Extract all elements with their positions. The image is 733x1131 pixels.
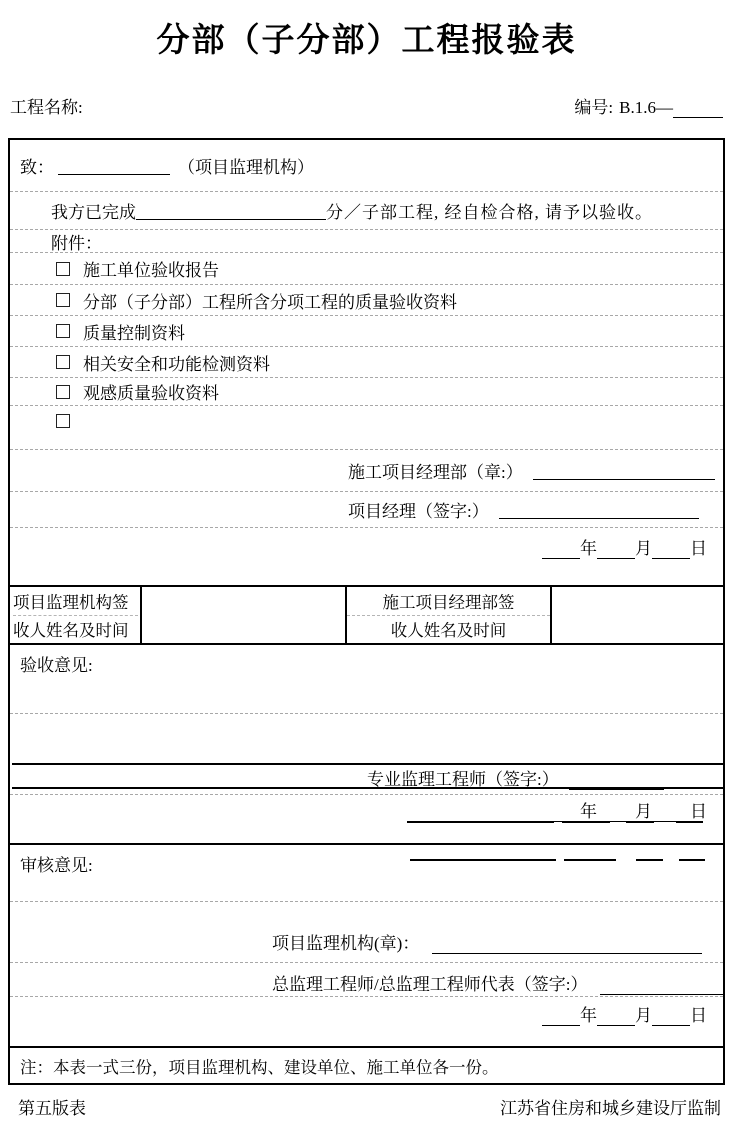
contractor-seal-row — [10, 450, 723, 492]
footer-issuer: 江苏省住房和城乡建设厅监制 — [500, 1099, 721, 1118]
review-top-underlines — [410, 855, 705, 861]
request-dateline — [10, 534, 723, 559]
attachments-label-row — [10, 230, 723, 253]
review-opinion-area[interactable] — [20, 871, 713, 897]
year-unit: 年 — [580, 539, 597, 558]
attachment-item-label: 相关安全和功能检测资料 — [83, 354, 270, 374]
divider — [12, 787, 723, 789]
review-label: 审核意见: — [20, 856, 93, 875]
contractor-receipt-label-line1: 施工项目经理部签 — [347, 587, 550, 616]
completion-blank-field[interactable] — [136, 201, 326, 220]
attachment-item-label: 质量控制资料 — [83, 323, 185, 343]
checkbox-subdivision-quality-docs[interactable] — [56, 293, 70, 307]
checkbox-other[interactable] — [56, 414, 70, 428]
review-day-blank[interactable] — [652, 1007, 690, 1026]
note-text: 注：本表一式三份，项目监理机构、建设单位、施工单位各一份。 — [20, 1057, 499, 1077]
checkbox-appearance-quality-docs[interactable] — [56, 385, 70, 399]
project-manager-sign-row — [10, 492, 723, 528]
review-year-blank[interactable] — [542, 1007, 580, 1026]
checkbox-construction-report[interactable] — [56, 262, 70, 276]
supervisor-receipt-value-cell[interactable] — [142, 587, 347, 643]
day-unit: 日 — [690, 539, 707, 558]
project-name-label: 工程名称: — [10, 98, 83, 117]
supervising-org-seal-blank[interactable] — [432, 935, 702, 954]
footer — [8, 1094, 725, 1119]
request-year-blank[interactable] — [542, 540, 580, 559]
attachment-item-row — [10, 406, 723, 450]
attachment-item-label: 观感质量验收资料 — [83, 384, 219, 403]
serial-number — [574, 93, 723, 118]
supervisor-receipt-label-line1: 项目监理机构签 — [13, 587, 138, 616]
completion-row — [10, 192, 723, 230]
note-row — [10, 1048, 723, 1083]
contractor-seal-label: 施工项目经理部（章:） — [348, 463, 523, 482]
acceptance-date-underlines — [407, 817, 703, 823]
attachment-item-row — [10, 253, 723, 285]
request-date-row — [10, 528, 723, 585]
header-row — [8, 93, 725, 118]
attachment-item-label: 分部（子分部）工程所含分项工程的质量验收资料 — [83, 292, 457, 312]
attachment-item-row — [10, 285, 723, 316]
month-unit: 月 — [635, 539, 652, 558]
completion-suffix: 分／子部工程, 经自检合格, 请予以验收。 — [326, 203, 653, 222]
contractor-receipt-label-line2: 收人姓名及时间 — [390, 621, 507, 641]
attachments-label: 附件： — [51, 233, 102, 253]
project-manager-sign-label: 项目经理（签字:） — [348, 502, 489, 521]
chief-engineer-sign-row — [272, 970, 725, 995]
contractor-receipt-label-cell — [347, 587, 552, 643]
review-dateline — [10, 1001, 723, 1026]
review-section — [10, 845, 723, 1048]
attachment-item-row — [10, 316, 723, 347]
serial-value: B.1.6— — [619, 98, 673, 117]
day-unit: 日 — [690, 802, 707, 821]
serial-label: 编号: — [574, 98, 614, 117]
request-day-blank[interactable] — [652, 540, 690, 559]
contractor-receipt-value-cell[interactable] — [552, 587, 723, 643]
acceptance-opinion-area[interactable] — [20, 671, 713, 711]
receipt-table — [10, 585, 723, 645]
supervisor-receipt-label-line2: 收人姓名及时间 — [13, 621, 129, 641]
serial-blank-field[interactable] — [673, 99, 723, 118]
project-manager-sign-blank[interactable] — [499, 500, 699, 519]
to-suffix: （项目监理机构） — [178, 158, 314, 177]
attachment-item-row — [10, 378, 723, 406]
year-unit: 年 — [580, 802, 597, 821]
completion-prefix: 我方已完成 — [51, 203, 136, 222]
to-blank-field[interactable] — [58, 156, 170, 175]
supervisor-receipt-label-cell — [10, 587, 142, 643]
checkbox-safety-function-docs[interactable] — [56, 355, 70, 369]
request-month-blank[interactable] — [597, 540, 635, 559]
divider — [10, 996, 723, 997]
day-unit: 日 — [690, 1006, 707, 1025]
contractor-seal-blank[interactable] — [533, 461, 715, 480]
page-title: 分部（子分部）工程报验表 — [156, 23, 577, 59]
supervising-engineer-sign-label: 专业监理工程师（签字:） — [367, 770, 559, 789]
report-form-table — [8, 138, 725, 1085]
to-label: 致： — [20, 158, 54, 177]
year-unit: 年 — [580, 1006, 597, 1025]
acceptance-section — [10, 645, 723, 845]
month-unit: 月 — [635, 802, 652, 821]
divider — [10, 901, 723, 902]
attachment-item-row — [10, 347, 723, 378]
divider — [10, 794, 723, 795]
divider — [10, 713, 723, 714]
chief-engineer-sign-label: 总监理工程师/总监理工程师代表（签字:） — [272, 975, 588, 994]
month-unit: 月 — [635, 1006, 652, 1025]
attachment-item-label: 施工单位验收报告 — [83, 261, 219, 280]
acceptance-label: 验收意见: — [20, 656, 93, 675]
to-row — [10, 140, 723, 192]
divider — [10, 962, 723, 963]
supervising-org-seal-label: 项目监理机构(章)： — [272, 934, 420, 953]
footer-edition: 第五版表 — [18, 1099, 86, 1118]
review-month-blank[interactable] — [597, 1007, 635, 1026]
chief-engineer-sign-blank[interactable] — [600, 976, 725, 995]
review-date-row — [10, 1001, 723, 1026]
supervising-org-seal-row — [272, 929, 702, 954]
checkbox-quality-control-docs[interactable] — [56, 324, 70, 338]
